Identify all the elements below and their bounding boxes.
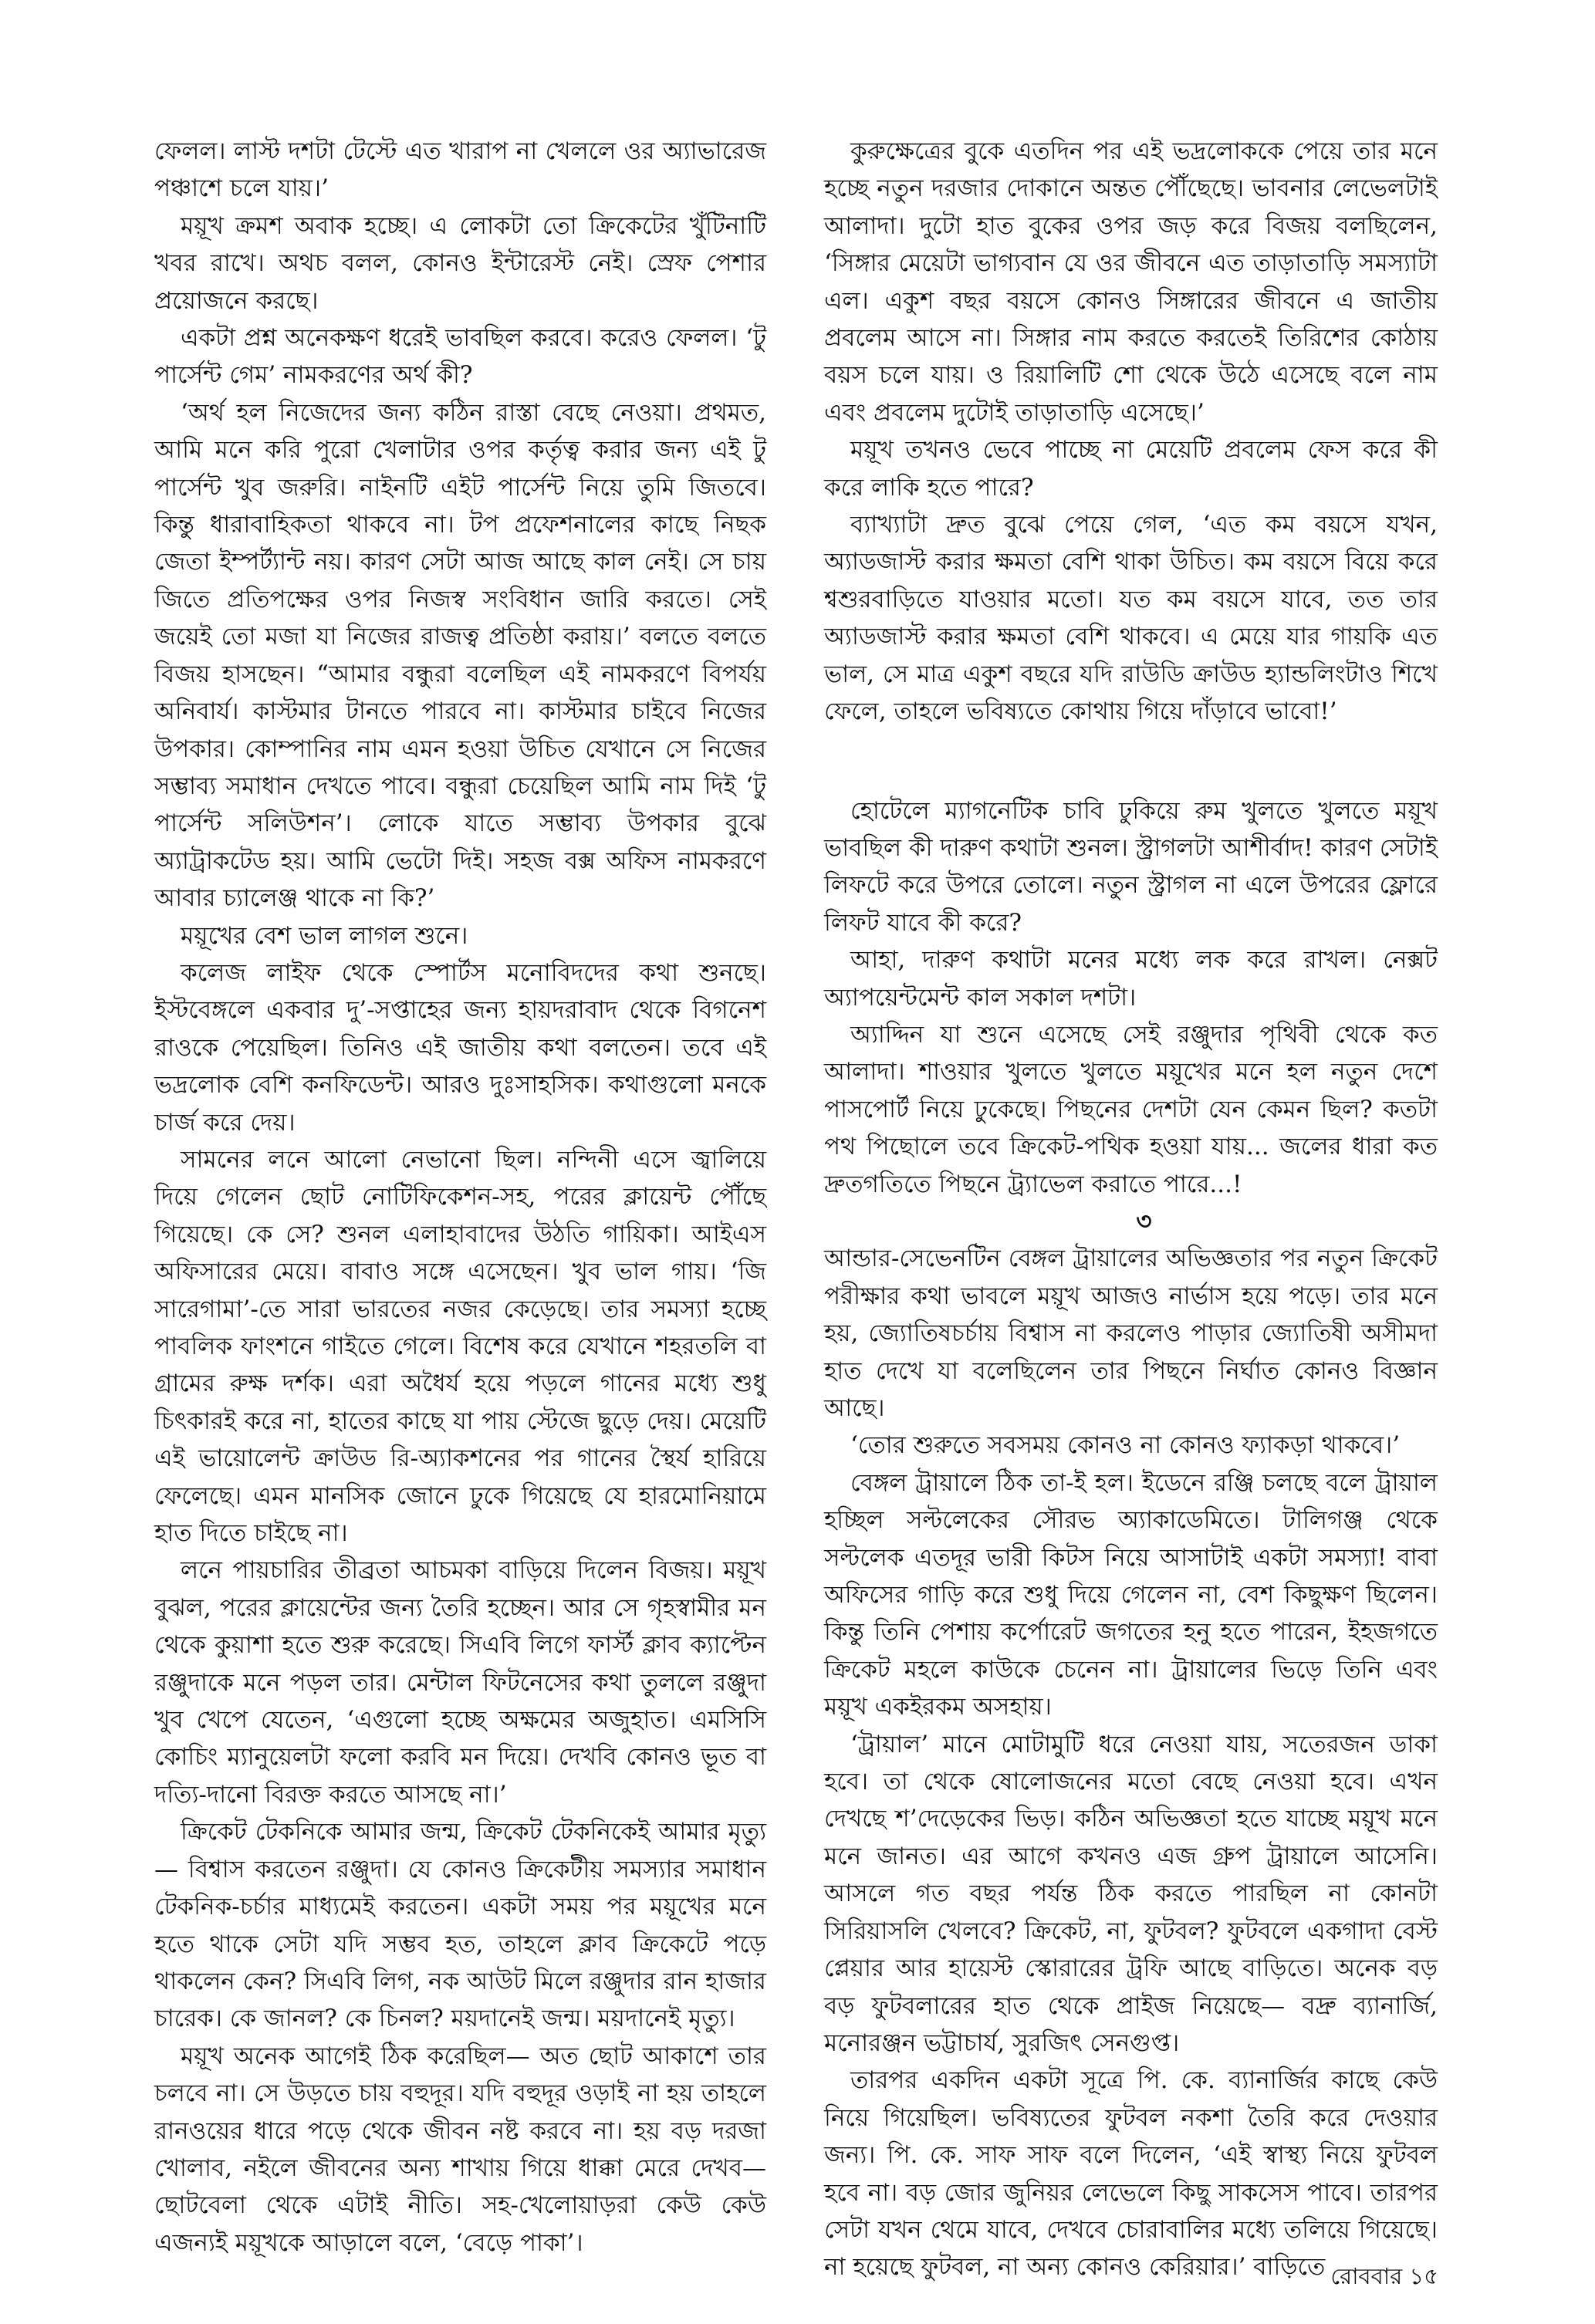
section-break (824, 731, 1438, 792)
paragraph: একটা প্রশ্ন অনেকক্ষণ ধরেই ভাবছিল করবে। করেও ফেলল। ‘টু পার্সেন্ট গেম’ নামকরণের অর্থ কী? (154, 324, 766, 390)
paragraph: বেঙ্গল ট্রায়ালে ঠিক তা-ই হল। ইডেনে রঞ্জি চলছে বলে ট্রায়াল হচ্ছিল সল্টলেকের সৌরভ অ্যাকাডেমিতে। টালিগঞ্জ থেকে সল্টলেক এতদূর ভারী কিটস নিয়ে আসাটাই একটা সমস্যা! বাবা অফিসের গাড়ি করে শুধু দিয়ে গেলেন না, বেশ কিছুক্ষণ ছিলেন। কিন্তু তিনি পেশায় কর্পোরেট জগতের হনু হতে পারেন, ইহজগতে ক্রিকেট মহলে কাউকে চেনেন না। ট্রায়ালের ভিড়ে তিনি এবং ময়ূখ একইরকম অসহায়। (824, 1468, 1438, 1721)
left-column (154, 133, 766, 2262)
paragraph: ক্রিকেট টেকনিকে আমার জন্ম, ক্রিকেট টেকনিকেই আমার মৃত্যু— বিশ্বাস করতেন রঞ্জুদা। যে কোনও ক্রিকেটীয় সমস্যার সমাধান টেকনিক-চর্চার মাধ্যমেই করতেন। একটা সময় পর ময়ূখের মনে হতে থাকে সেটা যদি সম্ভব হত, তাহলে ক্লাব ক্রিকেটে পড়ে থাকলেন কেন? সিএবি লিগ, নক আউট মিলে রঞ্জুদার রান হাজার চারেক। কে জানল? কে চিনল? ময়দানেই জন্ম। ময়দানেই মৃত্যু। (154, 1818, 766, 2033)
paragraph: সামনের লনে আলো নেভানো ছিল। নন্দিনী এসে জ্বালিয়ে দিয়ে গেলেন ছোট নোটিফিকেশন-সহ, পরের ক্লায়েন্ট পৌঁছে গিয়েছে। কে সে? শুনল এলাহাবাদের উঠতি গায়িকা। আইএস অফিসারের মেয়ে। বাবাও সঙ্গে এসেছেন। খুব ভাল গায়। ‘জি সারেগামা’-তে সারা ভারতের নজর কেড়েছে। তার সমস্যা হচ্ছে পাবলিক ফাংশনে গাইতে গেলে। বিশেষ করে যেখানে শহরতলি বা গ্রামের রুক্ষ দর্শক। এরা অধৈর্য হয়ে পড়লে গানের মধ্যে শুধু চিৎকারই করে না, হাতের কাছে যা পায় স্টেজে ছুড়ে দেয়। মেয়েটি এই ভায়োলেন্ট ক্রাউড রি-অ্যাকশনের পর গানের স্থৈর্য হারিয়ে ফেলেছে। এমন মানসিক জোনে ঢুকে গিয়েছে যে হারমোনিয়ামে হাত দিতে চাইছে না। (154, 1145, 766, 1548)
paragraph: লনে পায়চারির তীব্রতা আচমকা বাড়িয়ে দিলেন বিজয়। ময়ূখ বুঝল, পরের ক্লায়েন্টের জন্য তৈরি হচ্ছেন। আর সে গৃহস্বামীর মন থেকে কুয়াশা হতে শুরু করেছে। সিএবি লিগে ফার্স্ট ক্লাব ক্যাপ্টেন রঞ্জুদাকে মনে পড়ল তার। মেন্টাল ফিটনেসের কথা তুললে রঞ্জুদা খুব খেপে যেতেন, ‘এগুলো হচ্ছে অক্ষমের অজুহাত। এমসিসি কোচিং ম্যানুয়েলটা ফলো করবি মন দিয়ে। দেখবি কোনও ভূত বা দত্যি-দানো বিরক্ত করতে আসছে না।’ (154, 1556, 766, 1809)
paragraph: আহা, দারুণ কথাটা মনের মধ্যে লক করে রাখল। নেক্সট অ্যাপয়েন্টমেন্ট কাল সকাল দশটা। (824, 946, 1438, 1012)
paragraph: ‘অর্থ হল নিজেদের জন্য কঠিন রাস্তা বেছে নেওয়া। প্রথমত, আমি মনে করি পুরো খেলাটার ওপর কর্তৃত্ব করার জন্য এই টু পার্সেন্ট খুব জরুরি। নাইনটি এইট পার্সেন্ট নিয়ে তুমি জিতবে। কিন্তু ধারাবাহিকতা থাকবে না। টপ প্রফেশনালের কাছে নিছক জেতা ইম্পর্ট্যান্ট নয়। কারণ সেটা আজ আছে কাল নেই। সে চায় জিতে প্রতিপক্ষের ওপর নিজস্ব সংবিধান জারি করতে। সেই জয়েই তো মজা যা নিজের রাজত্ব প্রতিষ্ঠা করায়।’ বলতে বলতে বিজয় হাসছেন। “আমার বন্ধুরা বলেছিল এই নামকরণে বিপর্যয় অনিবার্য। কাস্টমার টানতে পারবে না। কাস্টমার চাইবে নিজের উপকার। কোম্পানির নাম এমন হওয়া উচিত যেখানে সে নিজের সম্ভাব্য সমাধান দেখতে পাবে। বন্ধুরা চেয়েছিল আমি নাম দিই ‘টু পার্সেন্ট সলিউশন’। লোকে যাতে সম্ভাব্য উপকার বুঝে অ্যাট্রাকটেড হয়। আমি ভেটো দিই। সহজ বক্স অফিস নামকরণে আবার চ্যালেঞ্জ থাকে না কি?’ (154, 398, 766, 913)
paragraph: ‘ট্রায়াল’ মানে মোটামুটি ধরে নেওয়া যায়, সতেরজন ডাকা হবে। তা থেকে ষোলোজনের মতো বেছে নেওয়া হবে। এখন দেখছে শ’দেড়েকের ভিড়। কঠিন অভিজ্ঞতা হতে যাচ্ছে ময়ূখ মনে মনে জানত। এর আগে কখনও এজ গ্রুপ ট্রায়ালে আসেনি। আসলে গত বছর পর্যন্ত ঠিক করতে পারছিল না কোনটা সিরিয়াসলি খেলবে? ক্রিকেট, না, ফুটবল? ফুটবলে একগাদা বেস্ট প্লেয়ার আর হায়েস্ট স্কোরারের ট্রফি আছে বাড়িতে। অনেক বড় বড় ফুটবলারের হাত থেকে প্রাইজ নিয়েছে— বদ্রু ব্যানার্জি, মনোরঞ্জন ভট্টাচার্য, সুরজিৎ সেনগুপ্ত। (824, 1730, 1438, 2057)
paragraph: কুরুক্ষেত্রের বুকে এতদিন পর এই ভদ্রলোককে পেয়ে তার মনে হচ্ছে নতুন দরজার দোকানে অন্তত পৌঁছেছে। ভাবনার লেভেলটাই আলাদা। দুটো হাত বুকের ওপর জড় করে বিজয় বলছিলেন, ‘সিঙ্গার মেয়েটা ভাগ্যবান যে ওর জীবনে এত তাড়াতাড়ি সমস্যাটা এল। একুশ বছর বয়সে কোনও সিঙ্গারের জীবনে এ জাতীয় প্রবলেম আসে না। সিঙ্গার নাম করতে করতেই তিরিশের কোঠায় বয়স চলে যায়। ও রিয়ালিটি শো থেকে উঠে এসেছে বলে নাম এবং প্রবলেম দুটোই তাড়াতাড়ি এসেছে।’ (824, 137, 1438, 427)
right-column (824, 133, 1438, 2286)
paragraph: কলেজ লাইফ থেকে স্পোর্টস মনোবিদদের কথা শুনছে। ইস্টবেঙ্গলে একবার দু’-সপ্তাহের জন্য হায়দরাবাদ থেকে বিগনেশ রাওকে পেয়েছিল। তিনিও এই জাতীয় কথা বলতেন। তবে এই ভদ্রলোক বেশি কনফিডেন্ট। আরও দুঃসাহসিক। কথাগুলো মনকে চার্জ করে দেয়। (154, 958, 766, 1137)
paragraph: অ্যাদ্দিন যা শুনে এসেছে সেই রঞ্জুদার পৃথিবী থেকে কত আলাদা। শাওয়ার খুলতে খুলতে ময়ূখের মনে হল নতুন দেশে পাসপোর্ট নিয়ে ঢুকেছে। পিছনের দেশটা যেন কেমন ছিল? কতটা পথ পিছোলে তবে ক্রিকেট-পথিক হওয়া যায়... জলের ধারা কত দ্রুতগতিতে পিছনে ট্র্যাভেল করাতে পারে...! (824, 1020, 1438, 1198)
paragraph: ময়ূখ অনেক আগেই ঠিক করেছিল— অত ছোট আকাশে তার চলবে না। সে উড়তে চায় বহুদূর। যদি বহুদূর ওড়াই না হয় তাহলে রানওয়ের ধারে পড়ে থেকে জীবন নষ্ট করবে না। হয় বড় দরজা খোলাব, নইলে জীবনের অন্য শাখায় গিয়ে ধাক্কা মেরে দেখব— ছোটবেলা থেকে এটাই নীতি। সহ-খেলোয়াড়রা কেউ কেউ এজন্যই ময়ূখকে আড়ালে বলে, ‘বেড়ে পাকা’। (154, 2042, 766, 2257)
paragraph: ‘তোর শুরুতে সবসময় কোনও না কোনও ফ্যাকড়া থাকবে।’ (850, 1431, 1401, 1460)
chapter-number: ৩ (1136, 1207, 1152, 1235)
paragraph: হোটেলে ম্যাগনেটিক চাবি ঢুকিয়ে রুম খুলতে খুলতে ময়ূখ ভাবছিল কী দারুণ কথাটা শুনল। স্ট্রাগলটা আশীর্বাদ! কারণ সেটাই লিফটে করে উপরে তোলে। নতুন স্ট্রাগল না এলে উপরের ফ্লোরে লিফট যাবে কী করে? (824, 796, 1438, 937)
page-footer: রোববার ১৫ (1330, 2263, 1438, 2289)
paragraph: ব্যাখ্যাটা দ্রুত বুঝে পেয়ে গেল, ‘এত কম বয়সে যখন, অ্যাডজাস্ট করার ক্ষমতা বেশি থাকা উচিত। কম বয়সে বিয়ে করে শ্বশুরবাড়িতে যাওয়ার মতো। যত কম বয়সে যাবে, তত তার অ্যাডজাস্ট করার ক্ষমতা বেশি থাকবে। এ মেয়ে যার গায়কি এত ভাল, সে মাত্র একুশ বছরে যদি রাউডি ক্রাউড হ্যান্ডলিংটাও শিখে ফেলে, তাহলে ভবিষ্যতে কোথায় গিয়ে দাঁড়াবে ভাবো!’ (824, 511, 1438, 726)
paragraph: ফেলল। লাস্ট দশটা টেস্টে এত খারাপ না খেললে ওর অ্যাভারেজ পঞ্চাশে চলে যায়।’ (154, 137, 766, 203)
paragraph: ময়ূখ তখনও ভেবে পাচ্ছে না মেয়েটি প্রবলেম ফেস করে কী করে লাকি হতে পারে? (824, 436, 1438, 502)
paragraph: আন্ডার-সেভেনটিন বেঙ্গল ট্রায়ালের অভিজ্ঞতার পর নতুন ক্রিকেট পরীক্ষার কথা ভাবলে ময়ূখ আজও নার্ভাস হয়ে পড়ে। তার মনে হয়, জ্যোতিষচর্চায় বিশ্বাস না করলেও পাড়ার জ্যোতিষী অসীমদা হাত দেখে যা বলেছিলেন তার পিছনে নির্ঘাত কোনও বিজ্ঞান আছে। (824, 1245, 1438, 1422)
paragraph: তারপর একদিন একটা সূত্রে পি. কে. ব্যানার্জির কাছে কেউ নিয়ে গিয়েছিল। ভবিষ্যতের ফুটবল নকশা তৈরি করে দেওয়ার জন্য। পি. কে. সাফ সাফ বলে দিলেন, ‘এই স্বাস্থ্য নিয়ে ফুটবল হবে না। বড় জোর জুনিয়র লেভেলে কিছু সাকসেস পাবে। তারপর সেটা যখন থেমে যাবে, দেখবে চোরাবালির মধ্যে তলিয়ে গিয়েছে। না হয়েছে ফুটবল, না অন্য কোনও কেরিয়ার।’ বাড়িতে (824, 2066, 1438, 2282)
paragraph: ময়ূখ ক্রমশ অবাক হচ্ছে। এ লোকটা তো ক্রিকেটের খুঁটিনাটি খবর রাখে। অথচ বলল, কোনও ইন্টারেস্ট নেই। স্রেফ পেশার প্রয়োজনে করছে। (154, 211, 766, 315)
paragraph: ময়ূখের বেশ ভাল লাগল শুনে। (181, 921, 468, 950)
